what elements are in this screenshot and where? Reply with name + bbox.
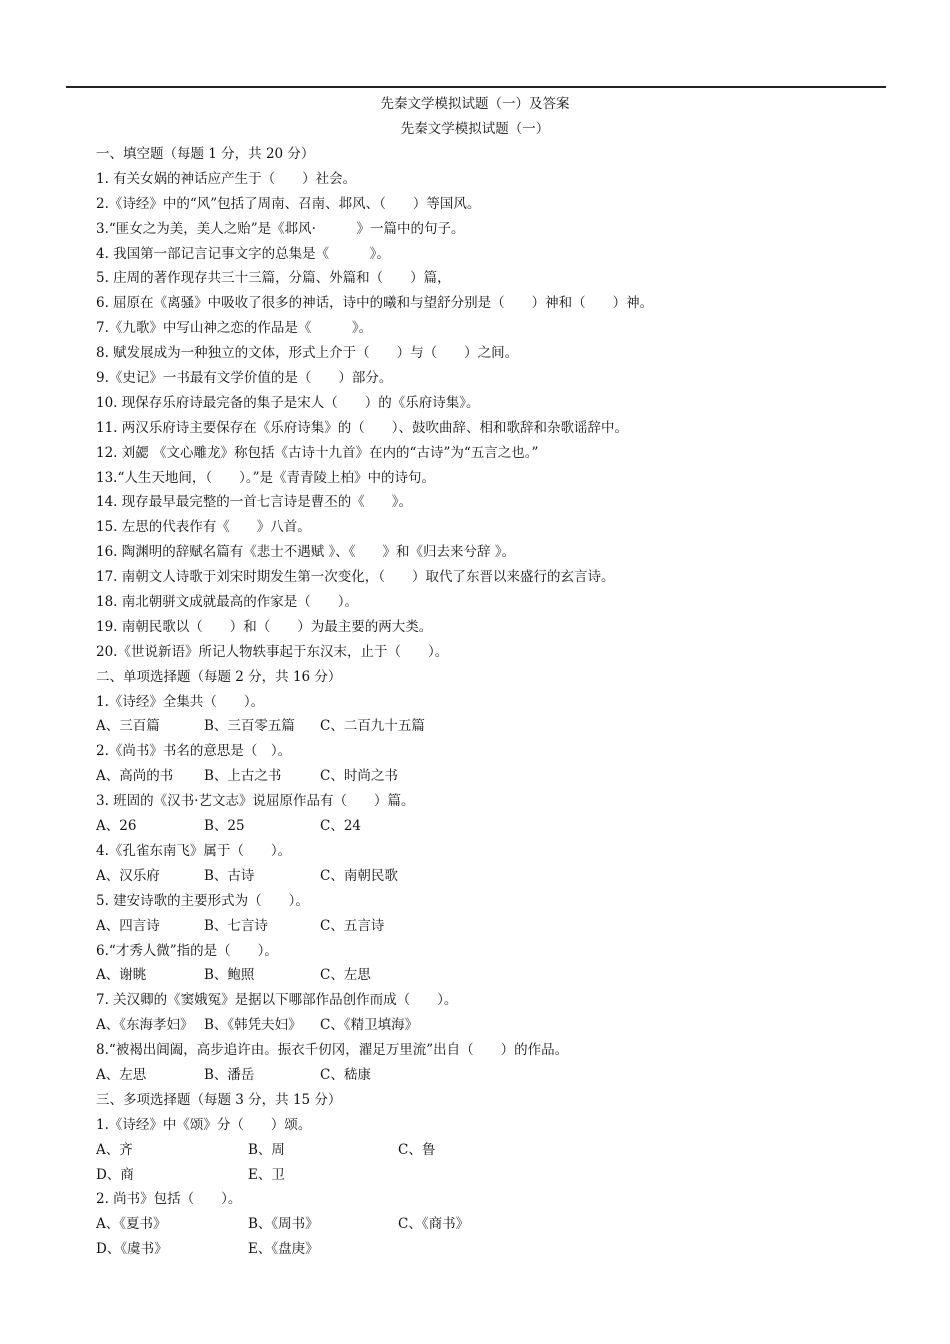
option-item: A、高尚的书 bbox=[96, 768, 174, 785]
option-item: C、时尚之书 bbox=[320, 768, 398, 785]
text-line: 3.“匪女之为美，美人之贻”是《邶风· 》一篇中的句子。 bbox=[96, 220, 465, 237]
text-line: 3. 班固的《汉书·艺文志》说屈原作品有（ ）篇。 bbox=[96, 793, 415, 810]
option-item: B、七言诗 bbox=[204, 917, 268, 934]
text-line: 8.“被褐出阊阖，高步追许由。振衣千仞冈，濯足万里流”出自（ ）的作品。 bbox=[96, 1042, 569, 1059]
options-row bbox=[96, 1138, 896, 1163]
text-line: 2.《诗经》中的“风”包括了周南、召南、邶风、（ ）等国风。 bbox=[96, 195, 481, 212]
text-line: 12. 刘勰 《文心雕龙》称包括《古诗十九首》在内的“古诗”为“五言之也。” bbox=[96, 444, 539, 461]
text-line: 18. 南北朝骈文成就最高的作家是（ ）。 bbox=[96, 594, 359, 611]
options-row bbox=[96, 963, 896, 988]
text-line: 5. 建安诗歌的主要形式为（ ）。 bbox=[96, 892, 309, 909]
option-item: C、南朝民歌 bbox=[320, 867, 398, 884]
top-rule bbox=[66, 86, 886, 88]
text-line: 13.“人生天地间，（ ）。”是《青青陵上柏》中的诗句。 bbox=[96, 469, 436, 486]
text-line: 二、单项选择题（每题 2 分，共 16 分） bbox=[96, 668, 342, 685]
text-line: 1. 有关女娲的神话应产生于（ ）社会。 bbox=[96, 170, 357, 187]
text-line: 5. 庄周的著作现存共三十三篇，分篇、外篇和（ ）篇， bbox=[96, 270, 451, 287]
options-row bbox=[96, 764, 896, 789]
text-line: 20.《世说新语》所记人物轶事起于东汉末，止于（ ）。 bbox=[96, 643, 449, 660]
text-line: 6. 屈原在《离骚》中吸收了很多的神话，诗中的曦和与望舒分别是（ ）神和（ ）神。 bbox=[96, 295, 654, 312]
option-item: B、古诗 bbox=[204, 867, 255, 884]
text-line: 2. 尚书》包括（ ）。 bbox=[96, 1191, 242, 1208]
option-item: A、齐 bbox=[96, 1141, 133, 1158]
text-line: 16. 陶渊明的辞赋名篇有《悲士不遇赋 》、《 》和《归去来兮辞 》。 bbox=[96, 544, 516, 561]
text-line: 6.“才秀人微”指的是（ ）。 bbox=[96, 942, 278, 959]
text-line: 14. 现存最早最完整的一首七言诗是曹丕的《 》。 bbox=[96, 494, 413, 511]
text-line: 2.《尚书》书名的意思是（ ）。 bbox=[96, 743, 292, 760]
text-line: 15. 左思的代表作有《 》八首。 bbox=[96, 519, 311, 536]
option-item: C、《精卫填海》 bbox=[320, 1017, 419, 1034]
text-line: 1.《诗经》中《颂》分（ ）颂。 bbox=[96, 1116, 312, 1133]
text-line: 4.《孔雀东南飞》属于（ ）。 bbox=[96, 842, 292, 859]
options-row bbox=[96, 1063, 896, 1088]
option-item: D、《虞书》 bbox=[96, 1241, 168, 1258]
text-line: 4. 我国第一部记言记事文字的总集是《 》。 bbox=[96, 245, 390, 262]
option-item: C、嵇康 bbox=[320, 1066, 371, 1083]
text-line: 1.《诗经》全集共（ ）。 bbox=[96, 693, 265, 710]
option-item: C、鲁 bbox=[398, 1141, 436, 1158]
option-item: A、左思 bbox=[96, 1066, 147, 1083]
exam-content bbox=[96, 142, 896, 1262]
option-item: C、24 bbox=[320, 818, 362, 835]
option-item: B、潘岳 bbox=[204, 1066, 255, 1083]
option-item: B、周 bbox=[248, 1141, 285, 1158]
options-row bbox=[96, 1212, 896, 1237]
option-item: A、四言诗 bbox=[96, 917, 160, 934]
text-line: 8. 赋发展成为一种独立的文体，形式上介于（ ）与（ ）之间。 bbox=[96, 345, 519, 362]
option-item: E、卫 bbox=[248, 1166, 285, 1183]
option-item: A、三百篇 bbox=[96, 718, 160, 735]
text-line: 11. 两汉乐府诗主要保存在《乐府诗集》的（ ）、鼓吹曲辞、相和歌辞和杂歌谣辞中。 bbox=[96, 419, 629, 436]
options-row bbox=[96, 1013, 896, 1038]
text-line: 9.《史记》一书最有文学价值的是（ ）部分。 bbox=[96, 370, 393, 387]
option-item: A、26 bbox=[96, 818, 137, 835]
options-row bbox=[96, 864, 896, 889]
option-item: B、《韩凭夫妇》 bbox=[204, 1017, 302, 1034]
option-item: E、《盘庚》 bbox=[248, 1241, 319, 1258]
options-row bbox=[96, 914, 896, 939]
option-item: A、《夏书》 bbox=[96, 1216, 167, 1233]
text-line: 7. 关汉卿的《窦娥冤》是据以下哪部作品创作而成（ ）。 bbox=[96, 992, 458, 1009]
option-item: C、二百九十五篇 bbox=[320, 718, 425, 735]
text-line: 7.《九歌》中写山神之恋的作品是《 》。 bbox=[96, 320, 373, 337]
option-item: B、《周书》 bbox=[248, 1216, 319, 1233]
options-row bbox=[96, 1237, 896, 1262]
option-item: A、谢眺 bbox=[96, 967, 147, 984]
text-line: 三、多项选择题（每题 3 分，共 15 分） bbox=[96, 1091, 342, 1108]
option-item: C、左思 bbox=[320, 967, 371, 984]
text-line: 10. 现保存乐府诗最完备的集子是宋人（ ）的《乐府诗集》。 bbox=[96, 394, 480, 411]
option-item: C、《商书》 bbox=[398, 1216, 470, 1233]
document-title: 先秦文学模拟试题（一）及答案 bbox=[380, 96, 570, 112]
option-item: B、三百零五篇 bbox=[204, 718, 295, 735]
option-item: B、鲍照 bbox=[204, 967, 255, 984]
option-item: A、汉乐府 bbox=[96, 867, 160, 884]
options-row bbox=[96, 814, 896, 839]
option-item: B、上古之书 bbox=[204, 768, 282, 785]
document-subtitle: 先秦文学模拟试题（一） bbox=[400, 121, 550, 137]
text-line: 19. 南朝民歌以（ ）和（ ）为最主要的两大类。 bbox=[96, 618, 433, 635]
options-row bbox=[96, 714, 896, 739]
options-row bbox=[96, 1163, 896, 1188]
text-line: 17. 南朝文人诗歌于刘宋时期发生第一次变化，（ ）取代了东晋以来盛行的玄言诗。 bbox=[96, 569, 615, 586]
text-line: 一、填空题（每题 1 分，共 20 分） bbox=[96, 146, 315, 162]
option-item: A、《东海孝妇》 bbox=[96, 1017, 194, 1034]
option-item: D、商 bbox=[96, 1166, 134, 1183]
option-item: B、25 bbox=[204, 818, 245, 835]
option-item: C、五言诗 bbox=[320, 917, 385, 934]
